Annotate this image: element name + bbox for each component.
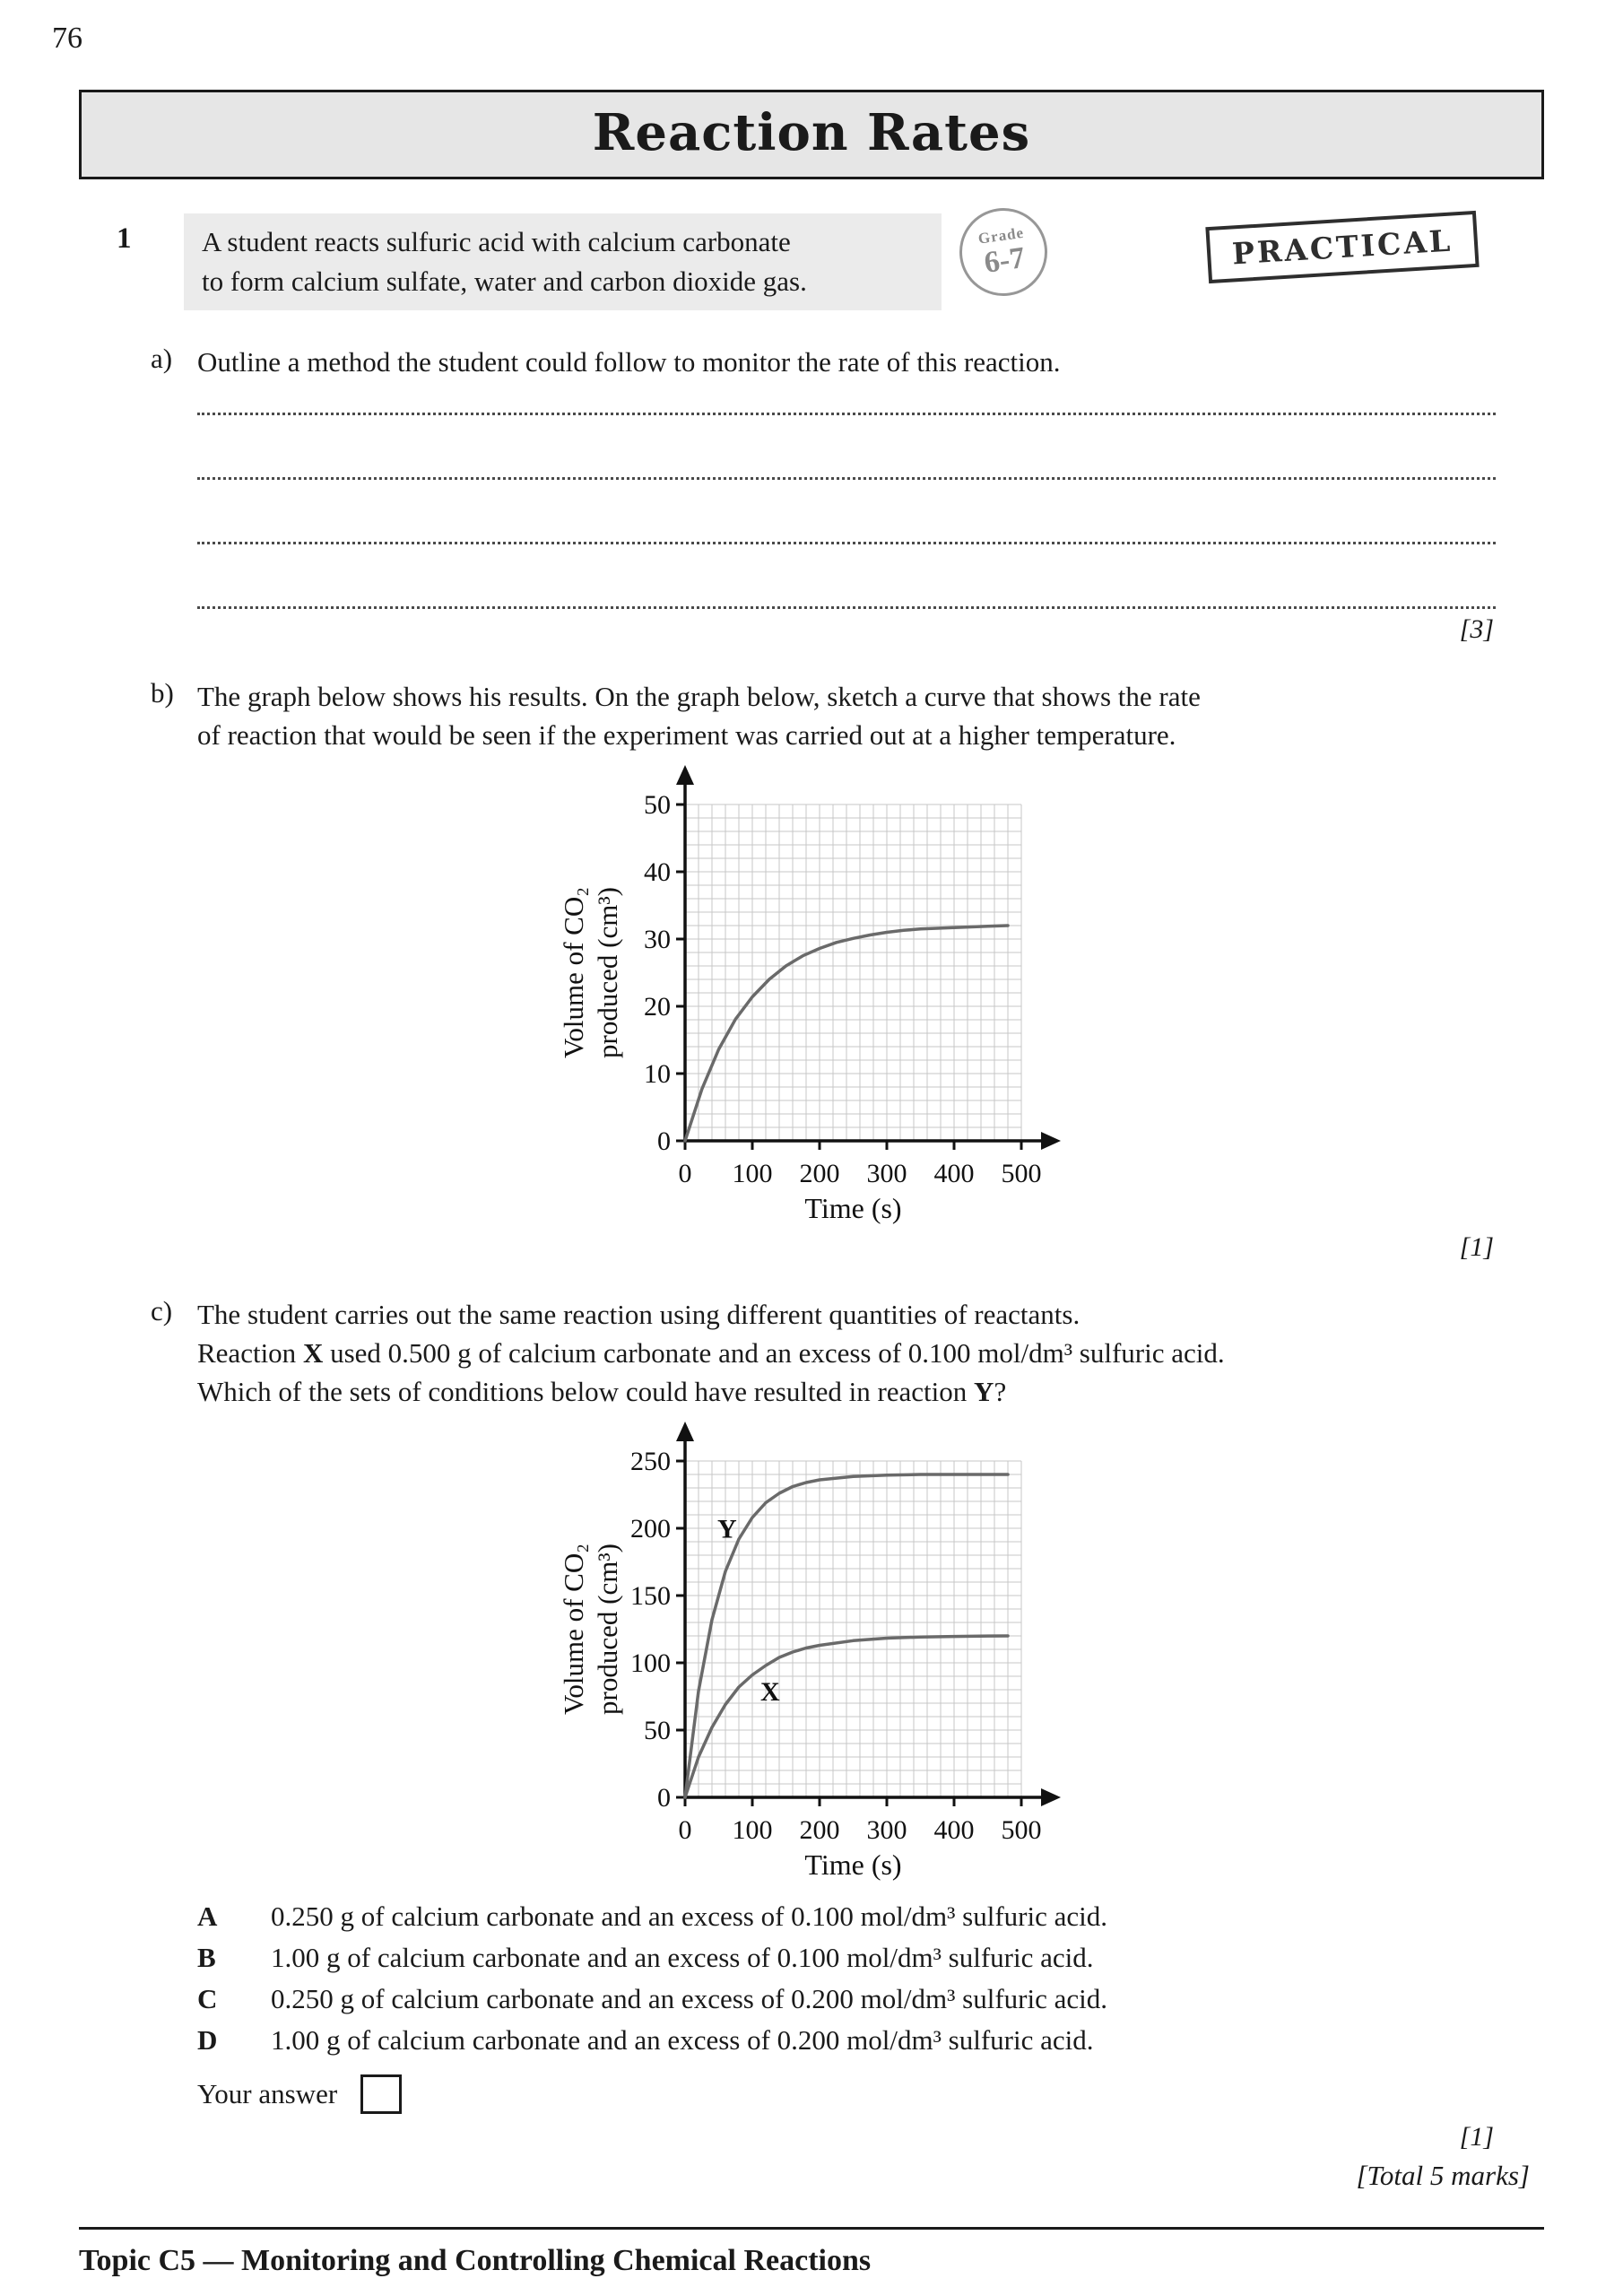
comparison-graph-container	[79, 1420, 1544, 1883]
part-a-marks: [3]	[1459, 614, 1494, 644]
svg-text:300: 300	[866, 1815, 907, 1845]
part-a-answer-lines	[197, 381, 1544, 609]
option-a-letter: A	[197, 1900, 218, 1932]
page-number: 76	[52, 22, 82, 55]
svg-text:100: 100	[732, 1815, 772, 1845]
part-a-text: Outline a method the student could follow to monitor the rate of this reaction.	[197, 346, 1061, 378]
multiple-choice-options	[197, 1896, 1544, 2061]
part-b-text	[197, 677, 1544, 754]
svg-text:50: 50	[643, 1716, 671, 1745]
part-b-text-line2: of reaction that would be seen if the experiment was carried out at a higher temperature.	[197, 719, 1176, 751]
question-intro-line1: A student reacts sulfuric acid with calcium carbonate	[202, 226, 791, 257]
svg-text:30: 30	[643, 925, 671, 954]
svg-text:500: 500	[1001, 1815, 1041, 1845]
part-c-text-line2	[197, 1334, 1544, 1372]
svg-text:300: 300	[866, 1159, 907, 1188]
part-c-marks: [1]	[1459, 2122, 1494, 2152]
part-c-line3-post: ?	[994, 1376, 1007, 1407]
part-b-marks: [1]	[1459, 1232, 1494, 1262]
part-c-line3-pre: Which of the sets of conditions below could have resulted in reaction	[197, 1376, 975, 1407]
part-c	[79, 1295, 1544, 2192]
answer-line-3[interactable]	[197, 480, 1496, 544]
svg-text:0: 0	[678, 1815, 691, 1845]
question-intro	[184, 213, 942, 310]
svg-text:200: 200	[629, 1514, 671, 1544]
results-graph[interactable]	[551, 763, 1073, 1227]
option-d-text: 1.00 g of calcium carbonate and an excess of 0.200 mol/dm³ sulfuric acid.	[271, 2024, 1094, 2056]
svg-text:X: X	[759, 1677, 780, 1707]
svg-text:Time (s): Time (s)	[803, 1192, 902, 1224]
part-c-text-line3	[197, 1372, 1544, 1411]
reaction-x-letter: X	[302, 1337, 324, 1369]
part-a-label: a)	[151, 343, 173, 374]
practical-stamp-label: PRACTICAL	[1231, 222, 1454, 272]
page-footer-text: Topic C5 — Monitoring and Controlling Chemical Reactions	[79, 2244, 872, 2277]
question-intro-line2: to form calcium sulfate, water and carbon dioxide gas.	[202, 265, 807, 297]
part-c-label: c)	[151, 1295, 173, 1326]
svg-text:produced (cm³): produced (cm³)	[591, 1544, 623, 1715]
question-number: 1	[117, 222, 132, 255]
svg-text:Time (s): Time (s)	[803, 1848, 902, 1881]
svg-text:0: 0	[656, 1783, 671, 1813]
page-title: Reaction Rates	[592, 103, 1031, 162]
option-a-text: 0.250 g of calcium carbonate and an excess of 0.100 mol/dm³ sulfuric acid.	[271, 1900, 1107, 1932]
svg-text:150: 150	[629, 1581, 671, 1611]
results-graph-container	[79, 763, 1544, 1227]
svg-text:produced (cm³): produced (cm³)	[591, 887, 623, 1058]
svg-text:100: 100	[732, 1159, 772, 1188]
svg-text:0: 0	[678, 1159, 691, 1188]
svg-text:100: 100	[629, 1648, 671, 1678]
svg-text:50: 50	[643, 790, 671, 820]
svg-text:250: 250	[629, 1447, 671, 1476]
reaction-y-letter: Y	[974, 1376, 994, 1407]
svg-text:200: 200	[799, 1159, 839, 1188]
question-header	[79, 213, 1544, 310]
svg-text:200: 200	[799, 1815, 839, 1845]
svg-text:10: 10	[643, 1059, 671, 1089]
svg-text:Volume of CO₂: Volume of CO₂	[557, 886, 589, 1059]
grade-badge-value: 6-7	[982, 240, 1028, 280]
svg-text:400: 400	[933, 1815, 974, 1845]
option-c[interactable]	[197, 1979, 1544, 2020]
total-marks: [Total 5 marks]	[1356, 2160, 1530, 2191]
page-footer	[79, 2227, 1544, 2278]
svg-text:0: 0	[656, 1126, 671, 1156]
svg-text:500: 500	[1001, 1159, 1041, 1188]
part-c-text-line1: The student carries out the same reaction using different quantities of reactants.	[197, 1299, 1081, 1330]
grade-badge	[954, 203, 1054, 302]
part-c-text	[197, 1295, 1544, 1411]
option-b-text: 1.00 g of calcium carbonate and an excess of 0.100 mol/dm³ sulfuric acid.	[271, 1942, 1094, 1973]
part-b-text-line1: The graph below shows his results. On the graph below, sketch a curve that shows the rate	[197, 681, 1201, 712]
option-a[interactable]	[197, 1896, 1544, 1937]
svg-text:40: 40	[643, 857, 671, 887]
option-c-letter: C	[197, 1983, 218, 2014]
svg-text:Volume of CO₂: Volume of CO₂	[557, 1543, 589, 1716]
answer-box[interactable]	[360, 2074, 402, 2114]
part-c-line2-post: used 0.500 g of calcium carbonate and an excess of 0.100 mol/dm³ sulfuric acid.	[323, 1337, 1225, 1369]
your-answer-row	[197, 2072, 1544, 2117]
practical-stamp	[1205, 211, 1479, 283]
svg-text:20: 20	[643, 992, 671, 1022]
option-d-letter: D	[197, 2024, 218, 2056]
question-content	[79, 179, 1544, 2192]
part-c-line2-pre: Reaction	[197, 1337, 303, 1369]
page-title-bar	[79, 90, 1544, 179]
part-a	[79, 343, 1544, 645]
comparison-graph	[551, 1420, 1073, 1883]
part-b-label: b)	[151, 677, 174, 709]
svg-text:400: 400	[933, 1159, 974, 1188]
answer-line-2[interactable]	[197, 415, 1496, 480]
option-d[interactable]	[197, 2020, 1544, 2061]
option-b[interactable]	[197, 1937, 1544, 1979]
answer-line-1[interactable]	[197, 381, 1496, 415]
option-b-letter: B	[197, 1942, 216, 1973]
your-answer-label: Your answer	[197, 2078, 338, 2109]
svg-text:Y: Y	[716, 1514, 737, 1544]
option-c-text: 0.250 g of calcium carbonate and an excess of 0.200 mol/dm³ sulfuric acid.	[271, 1983, 1107, 2014]
grade-badge-label: Grade	[976, 223, 1026, 248]
part-b	[79, 677, 1544, 1263]
answer-line-4[interactable]	[197, 544, 1496, 609]
